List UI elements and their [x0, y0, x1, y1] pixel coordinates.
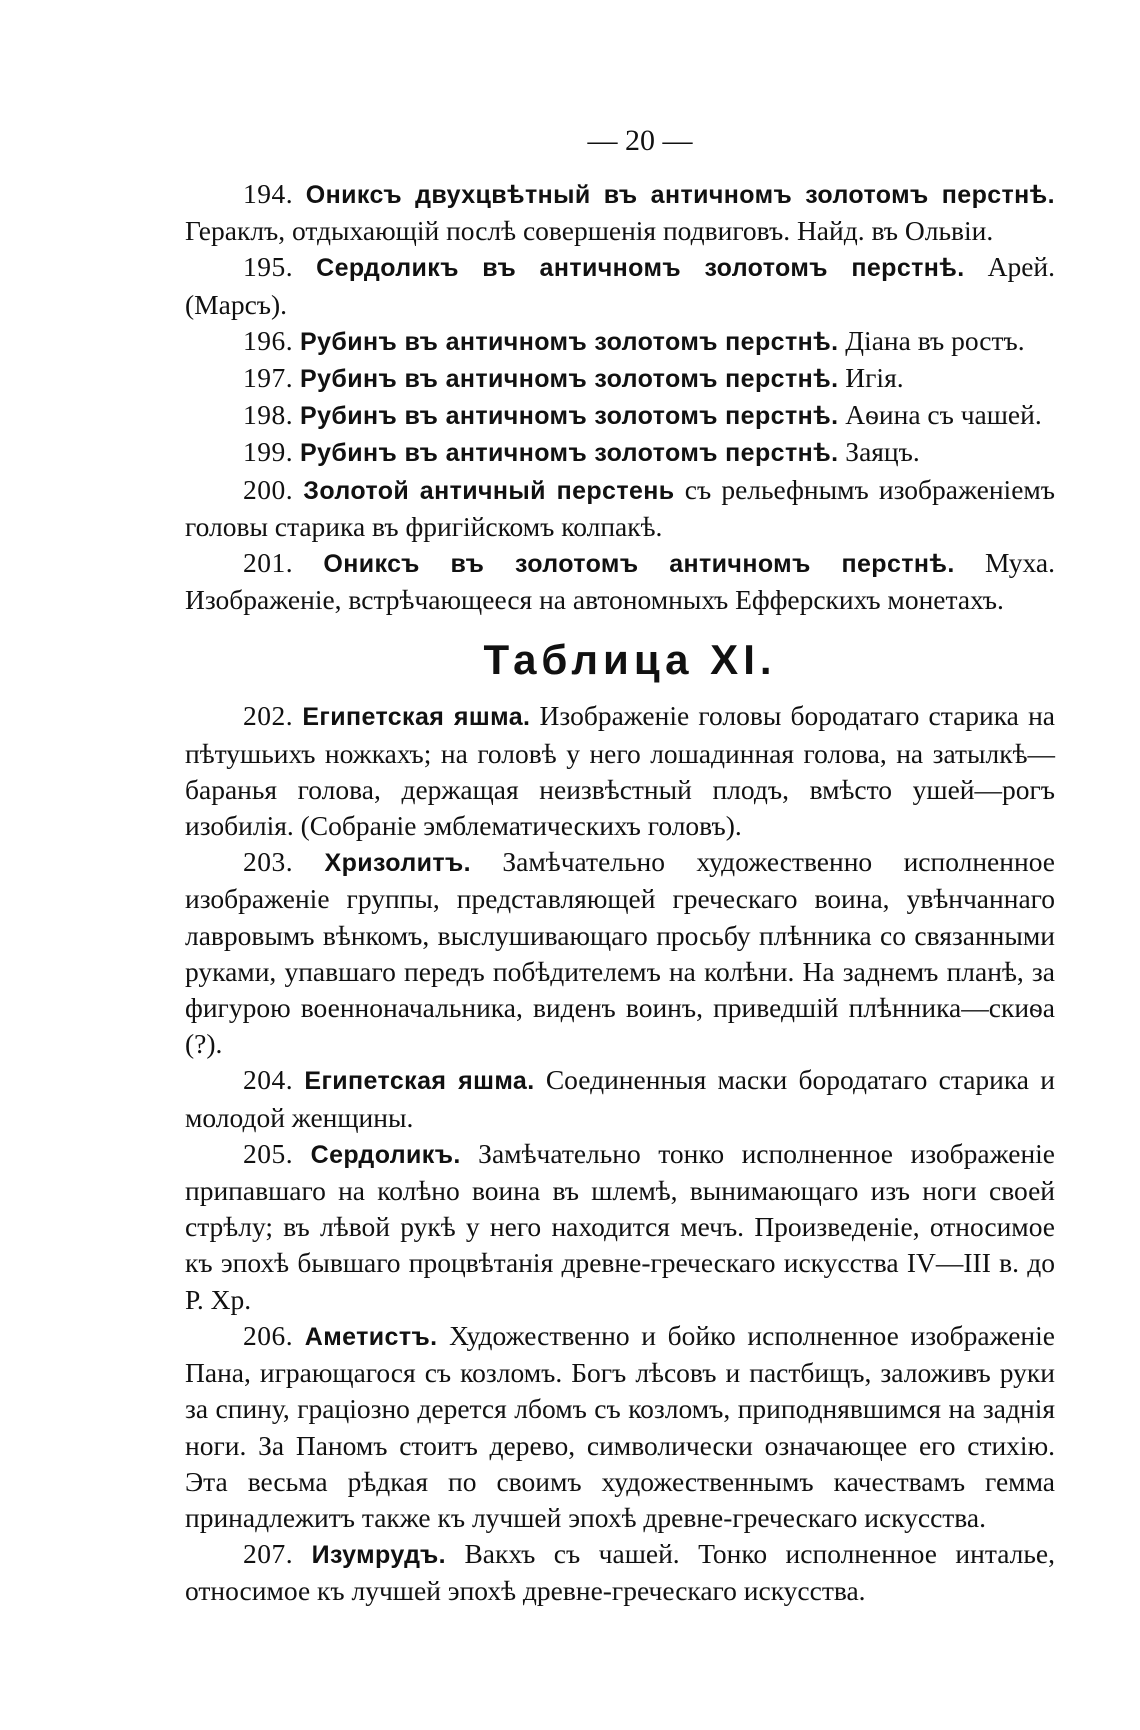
- entry-text: Гераклъ, отдыхающій послѣ совершенія подвиговъ. Найд. въ Ольвіи.: [185, 215, 994, 247]
- entries-after-table: [185, 698, 1055, 1609]
- entry-text: Игія.: [838, 362, 904, 394]
- entry-heading: Рубинъ въ античномъ золотомъ перстнѣ.: [300, 365, 839, 394]
- entry-text: Муха. Изображеніе, встрѣчающееся на автономныхъ Ефферскихъ монетахъ.: [185, 547, 1055, 616]
- entry-heading: Рубинъ въ античномъ золотомъ перстнѣ.: [300, 439, 839, 468]
- catalog-entry: [185, 1318, 1055, 1536]
- entry-heading: Рубинъ въ античномъ золотомъ перстнѣ.: [300, 327, 839, 356]
- catalog-entry: [185, 323, 1055, 360]
- entry-heading: Аметистъ.: [304, 1322, 438, 1351]
- catalog-entry: [185, 176, 1055, 249]
- catalog-entry: [185, 844, 1055, 1062]
- entry-number: 204.: [243, 1064, 294, 1096]
- catalog-entry: [185, 397, 1055, 434]
- catalog-entry: [185, 434, 1055, 471]
- catalog-entry: [185, 698, 1055, 844]
- document-page: [185, 118, 1055, 1610]
- catalog-entry: [185, 545, 1055, 618]
- entry-heading: Египетская яшма.: [302, 703, 531, 732]
- entry-text: Изображеніе головы бородатаго старика на пѣтушьихъ ножкахъ; на головѣ у него лошадинная голова, на затылкѣ—баранья голова, держащая неизвѣстный плодъ, вмѣсто ушей—рогъ изобилія. (Собраніе эмблематическихъ головъ).: [185, 700, 1055, 842]
- entry-text: съ рельефнымъ изображеніемъ головы старика въ фригійскомъ колпакѣ.: [185, 473, 1056, 542]
- entry-heading: Хризолитъ.: [324, 849, 471, 878]
- entry-number: 195.: [243, 251, 294, 283]
- entry-heading: Сердоликъ.: [310, 1140, 461, 1169]
- entry-number: 200.: [243, 473, 294, 505]
- entry-heading: Ониксъ въ золотомъ античномъ перстнѣ.: [323, 550, 955, 579]
- entries-before-table: [185, 176, 1055, 618]
- catalog-entry: [185, 472, 1055, 545]
- entry-text: Арей. (Марсъ).: [185, 251, 1055, 320]
- catalog-entry: [185, 1136, 1055, 1318]
- entry-number: 202.: [243, 700, 294, 732]
- catalog-entry: [185, 249, 1055, 322]
- entry-number: 205.: [243, 1137, 294, 1169]
- entry-number: 194.: [243, 178, 294, 209]
- entry-heading: Золотой античный перстень: [303, 476, 675, 505]
- entry-number: 197.: [243, 362, 294, 394]
- entry-text: Соединенныя маски бородатаго старика и молодой женщины.: [185, 1064, 1056, 1133]
- entry-heading: Сердоликъ въ античномъ золотомъ перстнѣ.: [316, 254, 965, 283]
- entry-number: 196.: [243, 324, 294, 356]
- page-number: — 20 —: [587, 124, 693, 157]
- catalog-entry: [185, 1536, 1055, 1609]
- entry-text: Діана въ ростъ.: [838, 324, 1025, 356]
- entry-number: 203.: [243, 846, 294, 878]
- entry-number: 207.: [243, 1538, 294, 1570]
- entry-number: 206.: [243, 1319, 294, 1351]
- catalog-entry: [185, 1062, 1055, 1135]
- entry-number: 201.: [243, 547, 294, 579]
- catalog-entry: [185, 360, 1055, 397]
- entry-text: Замѣчательно художественно исполненное изображеніе группы, представляющей греческаго воина, увѣнчаннаго лавровымъ вѣнкомъ, выслушивающаго просьбу плѣнника со связанными руками, упавшаго передъ побѣдителемъ на колѣни. На заднемъ планѣ, за фигурою военноначальника, виденъ воинъ, приведшій плѣнника—скиѳа (?).: [185, 846, 1055, 1060]
- entry-heading: Ониксъ двухцвѣтный въ античномъ золотомъ перстнѣ.: [305, 181, 1055, 209]
- entry-text: Заяцъ.: [838, 436, 920, 468]
- entry-number: 198.: [243, 399, 294, 431]
- entry-heading: Рубинъ въ античномъ золотомъ перстнѣ.: [300, 402, 839, 431]
- entry-text: Аѳина съ чашей.: [838, 399, 1042, 431]
- entry-number: 199.: [243, 436, 294, 468]
- entry-heading: Изумрудъ.: [311, 1541, 446, 1570]
- entry-heading: Египетская яшма.: [304, 1067, 535, 1096]
- section-title: Таблица XI.: [483, 636, 777, 684]
- entry-text: Художественно и бойко исполненное изображеніе Пана, играющагося съ козломъ. Богъ лѣсовъ и пастбищъ, заложивъ руки за спину, граціозно дерется лбомъ съ козломъ, приподнявшимся на заднія ноги. За Паномъ стоитъ дерево, символически означающее его стихію. Эта весьма рѣдкая по своимъ художественнымъ качествамъ гемма принадлежитъ также къ лучшей эпохѣ древне-греческаго искусства.: [185, 1319, 1055, 1533]
- entry-text: Замѣчательно тонко исполненное изображеніе припавшаго на колѣно воина въ шлемѣ, вынимающаго изъ ноги своей стрѣлу; въ лѣвой рукѣ у него находится мечъ. Произведеніе, относимое къ эпохѣ бывшаго процвѣтанія древне-греческаго искусства IV—III в. до Р. Хр.: [185, 1137, 1056, 1315]
- entry-text: Вакхъ съ чашей. Тонко исполненное инталье, относимое къ лучшей эпохѣ древне-греческаго искусства.: [185, 1538, 1056, 1607]
